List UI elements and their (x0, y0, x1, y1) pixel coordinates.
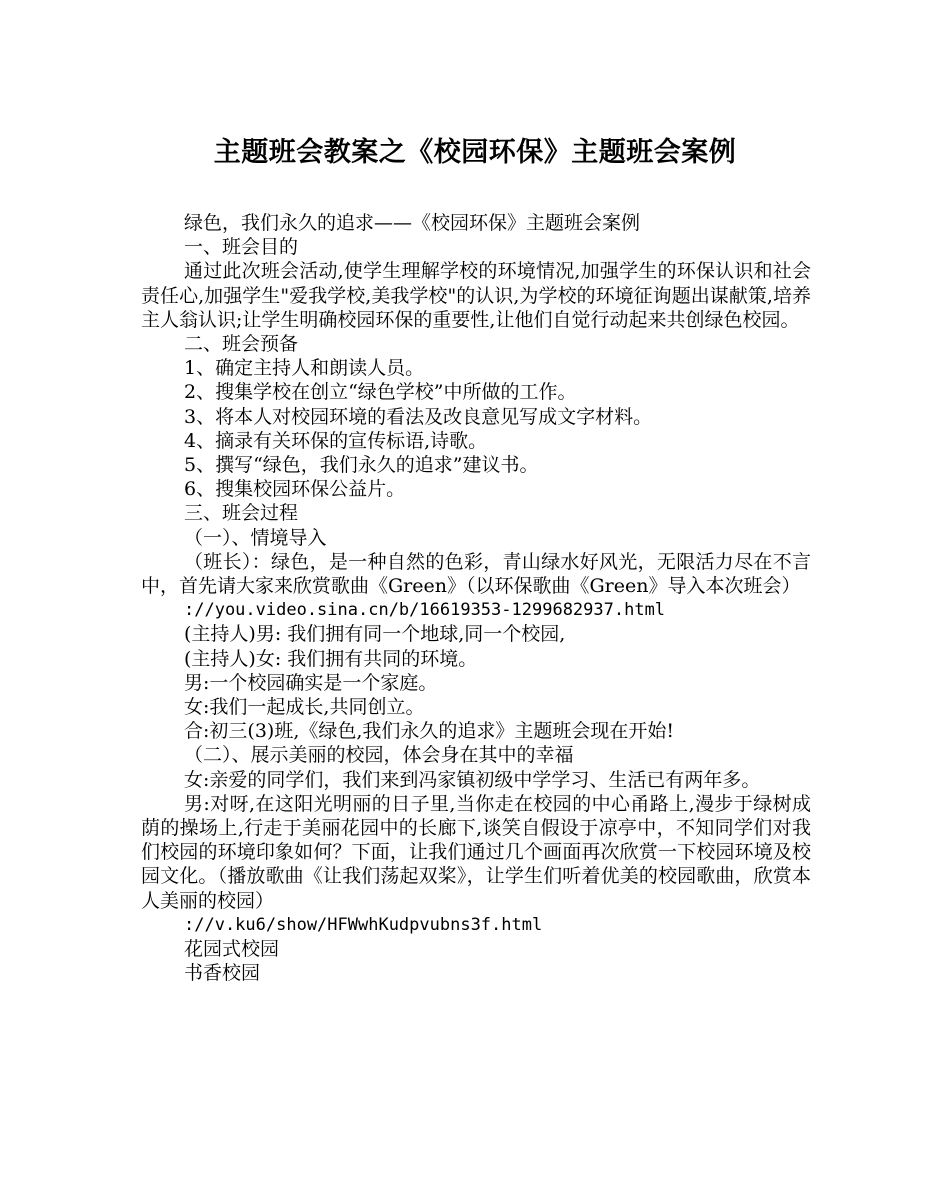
subtitle-line: 绿色，我们永久的追求——《校园环保》主题班会案例 (184, 212, 641, 234)
preparation-item: 6、搜集校园环保公益片。 (184, 478, 406, 501)
document-body (141, 211, 811, 986)
dialogue-line: 女:我们一起成长,共同创立。 (184, 696, 425, 719)
section-heading-purpose: 一、班会目的 (184, 236, 299, 259)
document-title: 主题班会教案之《校园环保》主题班会案例 (213, 137, 737, 168)
section-heading-process: 三、班会过程 (184, 502, 299, 525)
dialogue-line: (主持人)女: 我们拥有共同的环境。 (184, 647, 478, 670)
video-link[interactable]: ://you.video.sina.cn/b/16619353-1299682937.html (184, 600, 666, 621)
subsection-heading: （二）、展示美丽的校园，体会身在其中的幸福 (184, 744, 574, 767)
dialogue-paragraph: 女:亲爱的同学们，我们来到冯家镇初级中学学习、生活已有两年多。 (184, 768, 761, 791)
dialogue-line: (主持人)男: 我们拥有同一个地球,同一个校园, (184, 623, 566, 646)
purpose-paragraph: 通过此次班会活动,使学生理解学校的环境情况,加强学生的环保认识和社会责任心,加强学生"爱我学校,美我学校"的认识,为学校的环境征询题出谋献策,培养主人翁认识;让学生明确校园环保的重要性,让他们自觉行动起来共创绿色校园。 (141, 260, 811, 331)
subsection-heading: （一）、情境导入 (184, 526, 327, 549)
video-link[interactable]: ://v.ku6/show/HFWwhKudpvubns3f.html (184, 914, 543, 935)
monitor-speech: （班长）：绿色，是一种自然的色彩，青山绿水好风光，无限活力尽在不言中，首先请大家来欣赏歌曲《Green》（以环保歌曲《Green》导入本次班会） (141, 550, 811, 598)
preparation-item: 4、摘录有关环保的宣传标语,诗歌。 (184, 429, 488, 452)
preparation-item: 2、搜集学校在创立“绿色学校”中所做的工作。 (184, 381, 577, 404)
dialogue-line: 合:初三(3)班,《绿色,我们永久的追求》主题班会现在开始! (184, 720, 675, 743)
preparation-item: 1、确定主持人和朗读人员。 (184, 357, 425, 380)
preparation-item: 3、将本人对校园环境的看法及改良意见写成文字材料。 (184, 405, 653, 428)
dialogue-line: 男:一个校园确实是一个家庭。 (184, 671, 438, 694)
list-line: 花园式校园 (184, 938, 280, 961)
dialogue-paragraph: 男:对呀,在这阳光明丽的日子里,当你走在校园的中心甬路上,漫步于绿树成荫的操场上,行走于美丽花园中的长廊下,谈笑自假设于凉亭中，不知同学们对我们校园的环境印象如何？下面，让我们通过几个画面再次欣赏一下校园环境及校园文化。（播放歌曲《让我们荡起双桨》，让学生们听着优美的校园歌曲，欣赏本人美丽的校园） (141, 792, 811, 912)
list-line: 书香校园 (184, 962, 261, 985)
section-heading-preparation: 二、班会预备 (184, 333, 299, 356)
preparation-item: 5、撰写“绿色，我们永久的追求”建议书。 (184, 454, 539, 477)
